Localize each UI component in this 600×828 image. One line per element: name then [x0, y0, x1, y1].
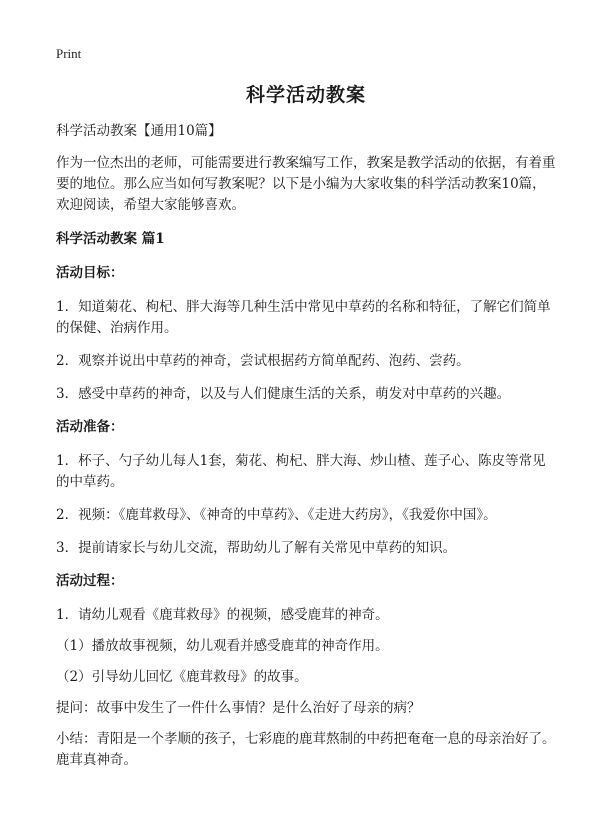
prep-item-3: 3．提前请家长与幼儿交流，帮助幼儿了解有关常见中草药的知识。 [56, 540, 457, 556]
print-label: Print [56, 46, 82, 61]
process-summary: 小结：青阳是一个孝顺的孩子，七彩鹿的鹿茸熬制的中药把奄奄一息的母亲治好了。鹿茸真神奇。 [56, 731, 556, 768]
part-title: 科学活动教案 篇1 [56, 231, 165, 247]
process-heading: 活动过程： [56, 573, 124, 589]
process-question: 提问：故事中发生了一件什么事情？是什么治好了母亲的病？ [56, 700, 421, 716]
document-subtitle: 科学活动教案【通用10篇】 [56, 123, 222, 139]
process-item-2: （1）播放故事视频，幼儿观看并感受鹿茸的神奇作用。 [56, 638, 389, 654]
document-title: 科学活动教案 [245, 84, 366, 106]
goal-item-3: 3．感受中草药的神奇，以及与人们健康生活的关系，萌发对中草药的兴趣。 [56, 386, 511, 402]
goals-heading: 活动目标： [56, 265, 124, 281]
prep-item-1: 1．杯子、勺子幼儿每人1套，菊花、枸杞、胖大海、炒山楂、莲子心、陈皮等常见的中草药。 [56, 453, 546, 490]
goal-item-1: 1．知道菊花、枸杞、胖大海等几种生活中常见中草药的名称和特征，了解它们简单的保健、治病作用。 [56, 299, 551, 336]
process-item-1: 1．请幼儿观看《鹿茸救母》的视频，感受鹿茸的神奇。 [56, 607, 389, 623]
process-item-3: （2）引导幼儿回忆《鹿茸救母》的故事。 [56, 669, 308, 685]
goal-item-2: 2．观察并说出中草药的神奇，尝试根据药方简单配药、泡药、尝药。 [56, 353, 470, 369]
prep-item-2: 2．视频：《鹿茸救母》、《神奇的中草药》、《走进大药房》，《我爱你中国》。 [56, 507, 497, 523]
prep-heading: 活动准备： [56, 419, 124, 435]
intro-paragraph: 作为一位杰出的老师，可能需要进行教案编写工作，教案是教学活动的依据，有着重要的地位。那么应当如何写教案呢？以下是小编为大家收集的科学活动教案10篇，欢迎阅读，希望大家能够喜欢。 [56, 155, 556, 213]
